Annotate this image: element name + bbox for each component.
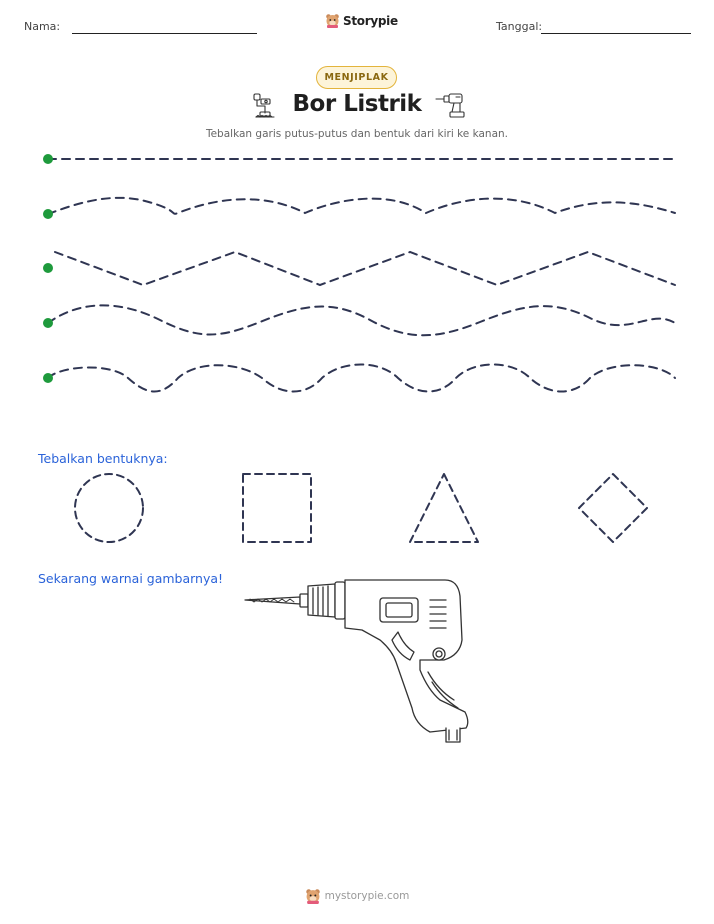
start-dot-4	[43, 318, 53, 328]
tracing-line-rounded-wave[interactable]	[48, 365, 675, 392]
start-dot-1	[43, 154, 53, 164]
start-dot-2	[43, 209, 53, 219]
activity-badge: MENJIPLAK	[316, 66, 397, 89]
trace-triangle[interactable]	[410, 474, 478, 542]
brand-name: Storypie	[343, 13, 398, 28]
name-label: Nama:	[24, 20, 61, 33]
coloring-section-label: Sekarang warnai gambarnya!	[38, 571, 224, 586]
start-dot-3	[43, 263, 53, 273]
instructions: Tebalkan garis putus-putus dan bentuk dari kiri ke kanan.	[205, 128, 509, 140]
tracing-line-wave[interactable]	[48, 305, 675, 335]
trace-circle[interactable]	[75, 474, 143, 542]
start-dot-5	[43, 373, 53, 383]
bear-icon	[305, 888, 321, 904]
trace-diamond[interactable]	[579, 474, 647, 542]
trace-square[interactable]	[243, 474, 311, 542]
tracing-line-zigzag[interactable]	[55, 252, 675, 285]
footer-url[interactable]: mystorypie.com	[324, 890, 410, 902]
shapes-section-label: Tebalkan bentuknya:	[38, 451, 168, 466]
electric-drill-picture[interactable]	[245, 580, 468, 742]
date-label: Tanggal:	[496, 20, 543, 33]
page-title: Bor Listrik	[292, 91, 422, 117]
footer	[0, 888, 714, 904]
tracing-line-gentle-wave[interactable]	[48, 198, 675, 214]
